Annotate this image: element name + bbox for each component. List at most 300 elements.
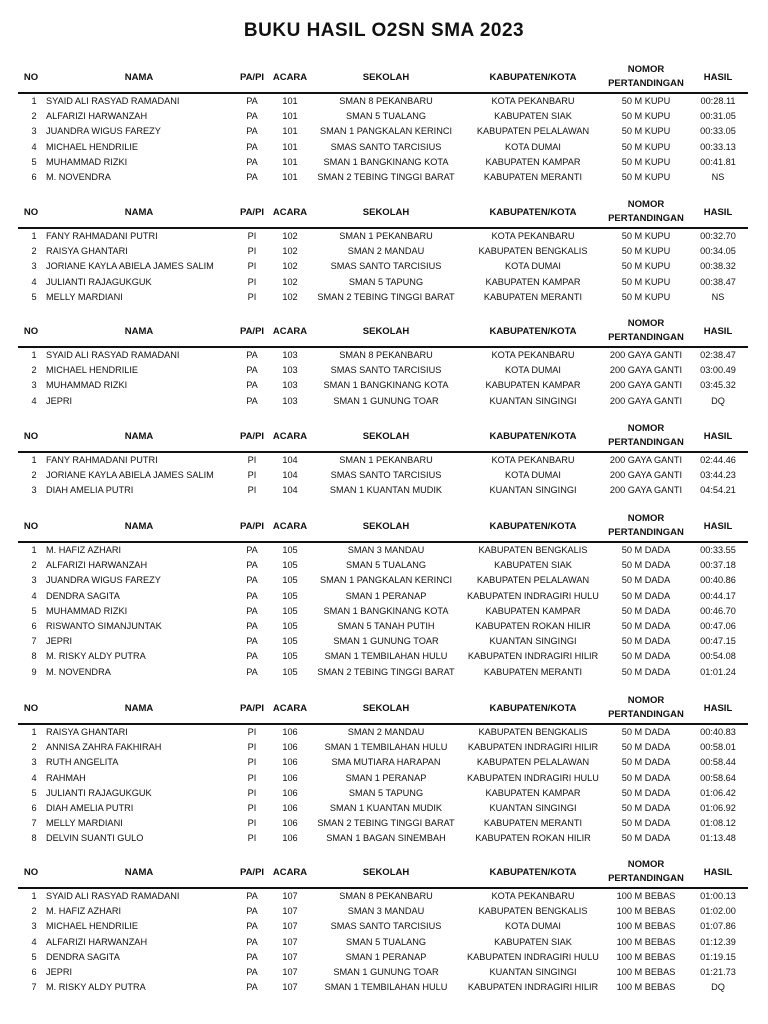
event-number: 107 <box>282 951 298 962</box>
event-name: 50 M DADA <box>621 666 671 677</box>
header-sekolah: SEKOLAH <box>310 197 462 228</box>
event-name: 100 M BEBAS <box>616 921 676 932</box>
header-acara: ACARA <box>270 693 310 724</box>
gender-category: PA <box>246 967 258 978</box>
header-sekolah: SEKOLAH <box>310 316 462 347</box>
gender-category: PA <box>246 96 258 107</box>
header-kabupaten: KABUPATEN/KOTA <box>462 857 604 888</box>
table-row <box>18 589 748 604</box>
table-header-row <box>18 316 748 347</box>
event-number: 105 <box>282 590 298 601</box>
event-name: 200 GAYA GANTI <box>609 485 683 496</box>
event-number: 106 <box>282 803 298 814</box>
school-name: SMAN 1 TEMBILAHAN HULU <box>324 651 448 662</box>
athlete-name: RISWANTO SIMANJUNTAK <box>46 621 162 632</box>
header-no: NO <box>18 857 44 888</box>
row-number: 7 <box>31 818 37 829</box>
regency-city: KABUPATEN BENGKALIS <box>478 727 588 738</box>
result-time: 00:40.83 <box>700 727 736 738</box>
results-block-103 <box>18 316 748 409</box>
result-time: 01:21.73 <box>700 967 736 978</box>
table-row <box>18 634 748 649</box>
gender-category: PA <box>246 666 258 677</box>
event-name: 50 M KUPU <box>621 172 671 183</box>
school-name: SMAN 5 TAPUNG <box>348 276 424 287</box>
regency-city: KABUPATEN KAMPAR <box>485 787 581 798</box>
result-time: 00:34.05 <box>700 246 736 257</box>
event-name: 50 M DADA <box>621 833 671 844</box>
gender-category: PA <box>246 982 258 993</box>
row-number: 3 <box>31 126 37 137</box>
header-kabupaten: KABUPATEN/KOTA <box>462 693 604 724</box>
result-time: 00:28.11 <box>700 96 736 107</box>
regency-city: KABUPATEN PELALAWAN <box>476 757 590 768</box>
table-row <box>18 558 748 573</box>
event-number: 107 <box>282 982 298 993</box>
event-number: 103 <box>282 380 298 391</box>
athlete-name: ALFARIZI HARWANZAH <box>46 560 148 571</box>
header-no: NO <box>18 197 44 228</box>
athlete-name: MELLY MARDIANI <box>46 818 123 829</box>
school-name: SMAS SANTO TARCISIUS <box>330 470 442 481</box>
event-name: 50 M DADA <box>621 560 671 571</box>
gender-category: PI <box>247 231 257 242</box>
event-name: 50 M KUPU <box>621 111 671 122</box>
event-name: 50 M DADA <box>621 545 671 556</box>
event-number: 101 <box>282 172 298 183</box>
table-row <box>18 124 748 139</box>
header-nama: NAMA <box>44 62 234 93</box>
event-name: 50 M KUPU <box>621 156 671 167</box>
row-number: 2 <box>31 365 37 376</box>
school-name: SMAN 5 TUALANG <box>346 936 426 947</box>
result-time: 00:40.86 <box>700 575 736 586</box>
table-row <box>18 170 748 185</box>
row-number: 3 <box>31 757 37 768</box>
row-number: 2 <box>31 246 37 257</box>
result-time: 01:12.39 <box>700 936 736 947</box>
results-block-107 <box>18 857 748 995</box>
event-name: 200 GAYA GANTI <box>609 455 683 466</box>
header-nomor-line2: PERTANDINGAN <box>608 873 684 884</box>
table-row <box>18 573 748 588</box>
header-acara: ACARA <box>270 857 310 888</box>
school-name: SMAN 1 KUANTAN MUDIK <box>329 803 443 814</box>
event-number: 102 <box>282 291 298 302</box>
row-number: 1 <box>31 231 37 242</box>
table-row <box>18 831 748 846</box>
row-number: 5 <box>31 605 37 616</box>
result-time: 01:06.42 <box>700 787 736 798</box>
school-name: SMAS SANTO TARCISIUS <box>330 921 442 932</box>
header-papi: PA/PI <box>234 316 270 347</box>
table-header-row <box>18 62 748 93</box>
event-name: 100 M BEBAS <box>616 906 676 917</box>
school-name: SMAN 5 TAPUNG <box>348 787 424 798</box>
regency-city: KABUPATEN INDRAGIRI HULU <box>467 772 599 783</box>
row-number: 3 <box>31 485 37 496</box>
athlete-name: RUTH ANGELITA <box>46 757 119 768</box>
results-table <box>18 421 748 499</box>
page-title: BUKU HASIL O2SN SMA 2023 <box>243 20 525 41</box>
athlete-name: SYAID ALI RASYAD RAMADANI <box>46 96 180 107</box>
table-row <box>18 649 748 664</box>
result-time: 00:33.05 <box>700 126 736 137</box>
results-block-106 <box>18 693 748 847</box>
regency-city: KABUPATEN INDRAGIRI HILIR <box>467 742 599 753</box>
event-number: 101 <box>282 141 298 152</box>
event-number: 105 <box>282 575 298 586</box>
school-name: SMAN 1 BANGKINANG KOTA <box>323 380 449 391</box>
athlete-name: RAISYA GHANTARI <box>46 246 128 257</box>
event-number: 107 <box>282 906 298 917</box>
athlete-name: FANY RAHMADANI PUTRI <box>46 231 158 242</box>
row-number: 1 <box>31 350 37 361</box>
result-time: 00:38.47 <box>700 276 736 287</box>
result-time: 00:47.15 <box>700 636 736 647</box>
event-name: 200 GAYA GANTI <box>609 350 683 361</box>
header-nama: NAMA <box>44 857 234 888</box>
header-sekolah: SEKOLAH <box>310 693 462 724</box>
table-row <box>18 965 748 980</box>
school-name: SMAN 5 TUALANG <box>346 560 426 571</box>
header-papi: PA/PI <box>234 197 270 228</box>
school-name: SMAN 5 TANAH PUTIH <box>337 621 435 632</box>
result-time: 00:58.01 <box>700 742 736 753</box>
regency-city: KUANTAN SINGINGI <box>489 967 577 978</box>
header-papi: PA/PI <box>234 421 270 452</box>
event-name: 200 GAYA GANTI <box>609 470 683 481</box>
header-nomor-line2: PERTANDINGAN <box>608 709 684 720</box>
school-name: SMAN 1 BANGKINANG KOTA <box>323 605 449 616</box>
row-number: 4 <box>31 590 37 601</box>
header-acara: ACARA <box>270 62 310 93</box>
table-row <box>18 542 748 558</box>
result-time: 01:19.15 <box>700 951 736 962</box>
event-name: 50 M DADA <box>621 621 671 632</box>
row-number: 5 <box>31 951 37 962</box>
event-name: 100 M BEBAS <box>616 982 676 993</box>
event-number: 104 <box>282 455 298 466</box>
table-row <box>18 363 748 378</box>
event-number: 102 <box>282 276 298 287</box>
regency-city: KABUPATEN KAMPAR <box>485 156 581 167</box>
row-number: 1 <box>31 96 37 107</box>
regency-city: KABUPATEN SIAK <box>494 111 572 122</box>
results-table <box>18 316 748 409</box>
school-name: SMAN 1 TEMBILAHAN HULU <box>324 742 448 753</box>
table-row <box>18 394 748 409</box>
gender-category: PA <box>246 380 258 391</box>
header-papi: PA/PI <box>234 62 270 93</box>
header-nomor-line2: PERTANDINGAN <box>608 437 684 448</box>
school-name: SMAN 2 TEBING TINGGI BARAT <box>317 291 455 302</box>
event-name: 50 M DADA <box>621 757 671 768</box>
result-time: 00:44.17 <box>700 590 736 601</box>
event-name: 50 M DADA <box>621 818 671 829</box>
header-kabupaten: KABUPATEN/KOTA <box>462 316 604 347</box>
gender-category: PI <box>247 276 257 287</box>
gender-category: PA <box>246 126 258 137</box>
table-row <box>18 665 748 680</box>
regency-city: KABUPATEN INDRAGIRI HULU <box>467 951 599 962</box>
regency-city: KABUPATEN SIAK <box>494 936 572 947</box>
gender-category: PA <box>246 936 258 947</box>
event-name: 50 M DADA <box>621 787 671 798</box>
header-nomor-line2: PERTANDINGAN <box>608 213 684 224</box>
header-nomor-line1: NOMOR <box>627 318 665 329</box>
result-time: 00:38.32 <box>700 261 736 272</box>
row-number: 4 <box>31 141 37 152</box>
row-number: 2 <box>31 742 37 753</box>
row-number: 2 <box>31 906 37 917</box>
athlete-name: M. HAFIZ AZHARI <box>46 545 122 556</box>
gender-category: PI <box>247 742 257 753</box>
regency-city: KOTA DUMAI <box>505 365 561 376</box>
school-name: SMAS SANTO TARCISIUS <box>330 261 442 272</box>
table-row <box>18 771 748 786</box>
athlete-name: M. HAFIZ AZHARI <box>46 906 122 917</box>
event-name: 200 GAYA GANTI <box>609 395 683 406</box>
row-number: 1 <box>31 891 37 902</box>
regency-city: KOTA PEKANBARU <box>491 891 575 902</box>
event-name: 50 M KUPU <box>621 96 671 107</box>
gender-category: PA <box>246 651 258 662</box>
event-name: 50 M KUPU <box>621 276 671 287</box>
regency-city: KABUPATEN MERANTI <box>483 291 583 302</box>
header-sekolah: SEKOLAH <box>310 421 462 452</box>
athlete-name: MUHAMMAD RIZKI <box>46 156 128 167</box>
result-time: 01:00.13 <box>700 891 736 902</box>
gender-category: PA <box>246 395 258 406</box>
table-row <box>18 109 748 124</box>
event-number: 105 <box>282 651 298 662</box>
header-nomor <box>604 197 688 228</box>
header-nomor-line2: PERTANDINGAN <box>608 332 684 343</box>
event-number: 106 <box>282 818 298 829</box>
header-hasil: HASIL <box>688 857 748 888</box>
event-number: 107 <box>282 891 298 902</box>
school-name: SMAN 2 TEBING TINGGI BARAT <box>317 818 455 829</box>
table-header-row <box>18 511 748 542</box>
event-name: 50 M DADA <box>621 727 671 738</box>
header-nomor <box>604 857 688 888</box>
school-name: SMA MUTIARA HARAPAN <box>331 757 441 768</box>
event-number: 105 <box>282 560 298 571</box>
header-acara: ACARA <box>270 197 310 228</box>
athlete-name: M. NOVENDRA <box>46 666 111 677</box>
row-number: 6 <box>31 967 37 978</box>
event-name: 50 M KUPU <box>621 231 671 242</box>
school-name: SMAN 5 TUALANG <box>346 111 426 122</box>
table-row <box>18 93 748 109</box>
event-number: 104 <box>282 485 298 496</box>
event-name: 100 M BEBAS <box>616 951 676 962</box>
result-time: 00:33.13 <box>700 141 736 152</box>
header-kabupaten: KABUPATEN/KOTA <box>462 421 604 452</box>
regency-city: KABUPATEN ROKAN HILIR <box>475 833 591 844</box>
athlete-name: RAHMAH <box>46 772 86 783</box>
event-number: 103 <box>282 350 298 361</box>
table-header-row <box>18 693 748 724</box>
athlete-name: SYAID ALI RASYAD RAMADANI <box>46 891 180 902</box>
regency-city: KUANTAN SINGINGI <box>489 395 577 406</box>
table-row <box>18 155 748 170</box>
regency-city: KOTA DUMAI <box>505 261 561 272</box>
regency-city: KABUPATEN BENGKALIS <box>478 545 588 556</box>
table-header-row <box>18 421 748 452</box>
results-block-102 <box>18 197 748 305</box>
table-row <box>18 755 748 770</box>
header-nomor-line1: NOMOR <box>627 513 665 524</box>
athlete-name: MICHAEL HENDRILIE <box>46 365 139 376</box>
school-name: SMAS SANTO TARCISIUS <box>330 365 442 376</box>
header-acara: ACARA <box>270 316 310 347</box>
header-no: NO <box>18 511 44 542</box>
header-hasil: HASIL <box>688 316 748 347</box>
gender-category: PA <box>246 605 258 616</box>
regency-city: KABUPATEN MERANTI <box>483 818 583 829</box>
regency-city: KOTA PEKANBARU <box>491 231 575 242</box>
event-name: 200 GAYA GANTI <box>609 365 683 376</box>
table-row <box>18 919 748 934</box>
athlete-name: DENDRA SAGITA <box>46 590 120 601</box>
table-header-row <box>18 857 748 888</box>
gender-category: PI <box>247 803 257 814</box>
gender-category: PA <box>246 891 258 902</box>
athlete-name: JUANDRA WIGUS FAREZY <box>46 575 161 586</box>
table-row <box>18 140 748 155</box>
row-number: 1 <box>31 727 37 738</box>
athlete-name: JEPRI <box>46 636 73 647</box>
athlete-name: ALFARIZI HARWANZAH <box>46 111 148 122</box>
school-name: SMAN 1 KUANTAN MUDIK <box>329 485 443 496</box>
school-name: SMAN 8 PEKANBARU <box>339 891 433 902</box>
event-number: 107 <box>282 936 298 947</box>
header-hasil: HASIL <box>688 693 748 724</box>
athlete-name: MICHAEL HENDRILIE <box>46 921 139 932</box>
gender-category: PI <box>247 485 257 496</box>
table-row <box>18 290 748 305</box>
gender-category: PI <box>247 291 257 302</box>
event-name: 200 GAYA GANTI <box>609 380 683 391</box>
table-row <box>18 604 748 619</box>
regency-city: KABUPATEN SIAK <box>494 560 572 571</box>
athlete-name: RAISYA GHANTARI <box>46 727 128 738</box>
school-name: SMAN 1 PANGKALAN KERINCI <box>319 575 453 586</box>
gender-category: PA <box>246 590 258 601</box>
header-nomor-line1: NOMOR <box>627 859 665 870</box>
event-name: 100 M BEBAS <box>616 967 676 978</box>
header-nama: NAMA <box>44 511 234 542</box>
row-number: 8 <box>31 651 37 662</box>
row-number: 6 <box>31 172 37 183</box>
result-time: 00:32.70 <box>700 231 736 242</box>
gender-category: PA <box>246 141 258 152</box>
regency-city: KOTA PEKANBARU <box>491 455 575 466</box>
regency-city: KOTA PEKANBARU <box>491 96 575 107</box>
results-table <box>18 197 748 305</box>
header-nomor-line1: NOMOR <box>627 64 665 75</box>
event-number: 107 <box>282 921 298 932</box>
row-number: 8 <box>31 833 37 844</box>
school-name: SMAN 8 PEKANBARU <box>339 350 433 361</box>
row-number: 2 <box>31 111 37 122</box>
table-row <box>18 483 748 498</box>
event-number: 105 <box>282 636 298 647</box>
athlete-name: JUANDRA WIGUS FAREZY <box>46 126 161 137</box>
row-number: 3 <box>31 261 37 272</box>
regency-city: KOTA DUMAI <box>505 470 561 481</box>
table-row <box>18 468 748 483</box>
table-row <box>18 935 748 950</box>
gender-category: PA <box>246 621 258 632</box>
result-time: 04:54.21 <box>700 485 736 496</box>
gender-category: PA <box>246 172 258 183</box>
header-acara: ACARA <box>270 421 310 452</box>
event-name: 50 M DADA <box>621 605 671 616</box>
athlete-name: MICHAEL HENDRILIE <box>46 141 139 152</box>
regency-city: KABUPATEN MERANTI <box>483 666 583 677</box>
header-nomor-line2: PERTANDINGAN <box>608 527 684 538</box>
athlete-name: ALFARIZI HARWANZAH <box>46 936 148 947</box>
results-block-104 <box>18 421 748 499</box>
table-row <box>18 980 748 995</box>
row-number: 5 <box>31 291 37 302</box>
event-name: 50 M DADA <box>621 772 671 783</box>
athlete-name: JULIANTI RAJAGUKGUK <box>46 787 152 798</box>
header-no: NO <box>18 421 44 452</box>
gender-category: PA <box>246 111 258 122</box>
result-time: 00:47.06 <box>700 621 736 632</box>
gender-category: PA <box>246 636 258 647</box>
header-nomor <box>604 421 688 452</box>
gender-category: PI <box>247 246 257 257</box>
athlete-name: DIAH AMELIA PUTRI <box>46 485 134 496</box>
regency-city: KUANTAN SINGINGI <box>489 803 577 814</box>
gender-category: PI <box>247 818 257 829</box>
athlete-name: JULIANTI RAJAGUKGUK <box>46 276 152 287</box>
header-no: NO <box>18 693 44 724</box>
header-no: NO <box>18 316 44 347</box>
school-name: SMAN 2 TEBING TINGGI BARAT <box>317 172 455 183</box>
event-number: 105 <box>282 621 298 632</box>
results-table <box>18 693 748 847</box>
athlete-name: MUHAMMAD RIZKI <box>46 605 128 616</box>
table-row <box>18 950 748 965</box>
row-number: 1 <box>31 545 37 556</box>
header-sekolah: SEKOLAH <box>310 62 462 93</box>
table-row <box>18 228 748 244</box>
gender-category: PI <box>247 757 257 768</box>
row-number: 4 <box>31 276 37 287</box>
regency-city: KABUPATEN KAMPAR <box>485 605 581 616</box>
event-number: 106 <box>282 833 298 844</box>
school-name: SMAN 1 PEKANBARU <box>339 231 433 242</box>
regency-city: KABUPATEN INDRAGIRI HILIR <box>467 982 599 993</box>
school-name: SMAN 1 BAGAN SINEMBAH <box>326 833 446 844</box>
event-number: 101 <box>282 111 298 122</box>
row-number: 7 <box>31 982 37 993</box>
school-name: SMAN 2 MANDAU <box>347 246 425 257</box>
row-number: 3 <box>31 380 37 391</box>
event-number: 101 <box>282 126 298 137</box>
athlete-name: DENDRA SAGITA <box>46 951 120 962</box>
table-row <box>18 378 748 393</box>
school-name: SMAN 1 PANGKALAN KERINCI <box>319 126 453 137</box>
regency-city: KABUPATEN KAMPAR <box>485 380 581 391</box>
regency-city: KABUPATEN ROKAN HILIR <box>475 621 591 632</box>
